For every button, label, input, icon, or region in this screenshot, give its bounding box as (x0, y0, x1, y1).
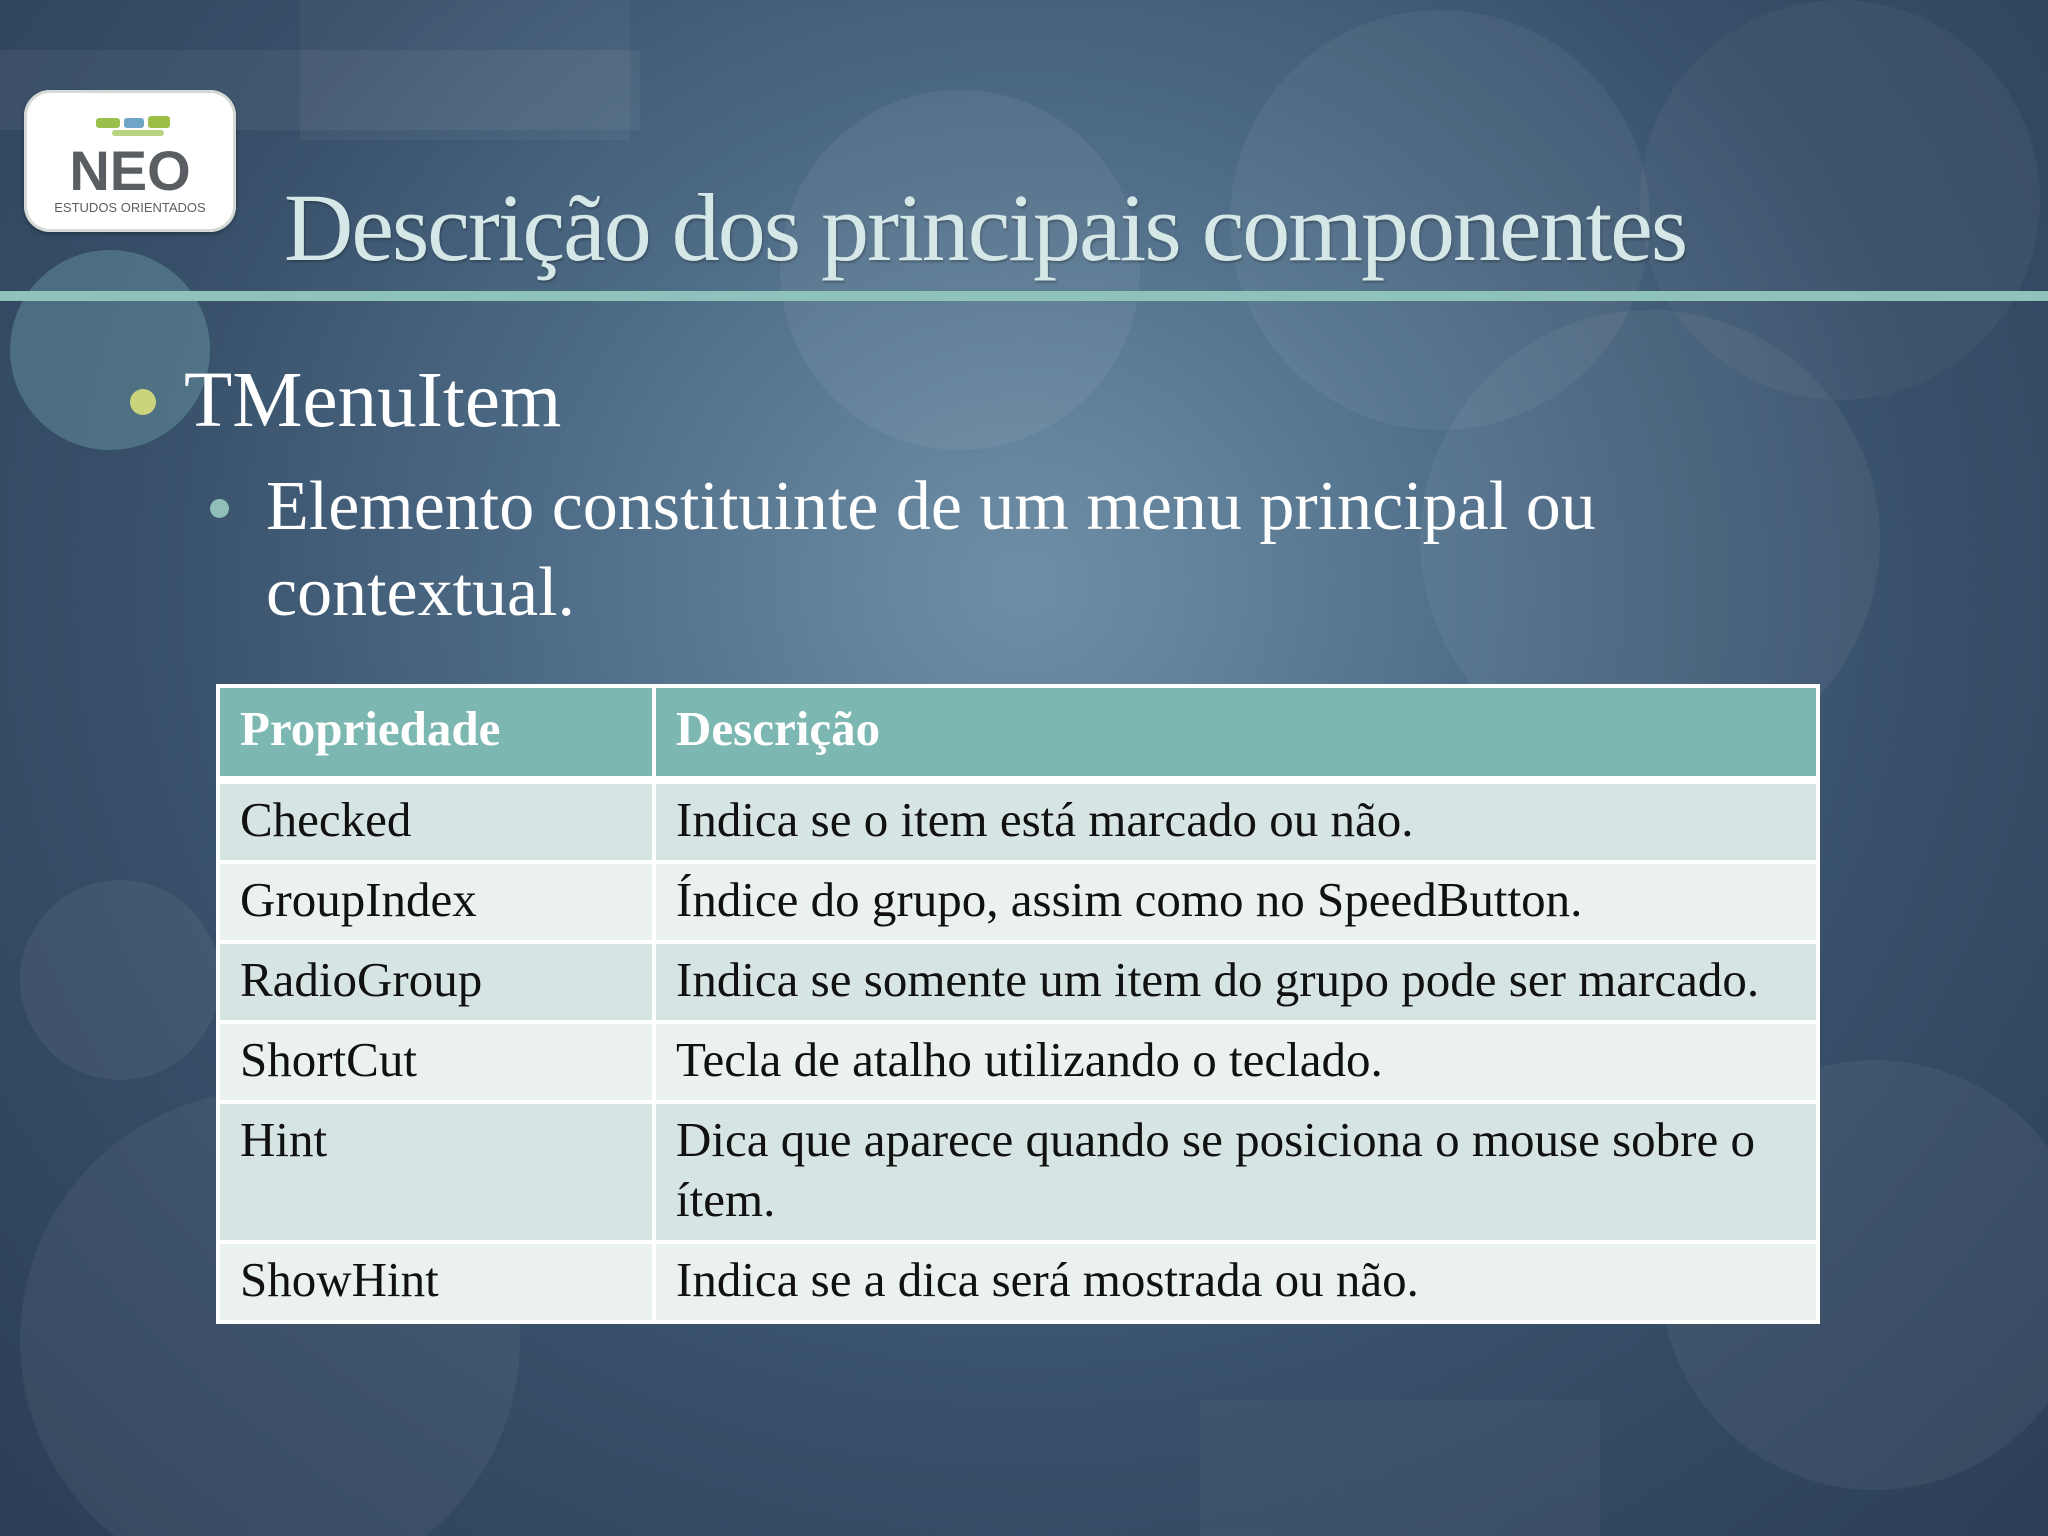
property-cell: GroupIndex (218, 862, 654, 942)
description-cell: Indica se a dica será mostrada ou não. (654, 1242, 1818, 1322)
bg-circle (10, 250, 210, 450)
neo-logo-graphic (24, 90, 236, 232)
logo-text: NEO (69, 139, 191, 202)
table-row (218, 862, 1818, 942)
property-cell: Hint (218, 1102, 654, 1242)
bullet-main-text: TMenuItem (184, 357, 562, 444)
column-header-description: Descrição (654, 686, 1818, 780)
table-row (218, 1022, 1818, 1102)
description-cell: Indica se o item está marcado ou não. (654, 780, 1818, 862)
column-header-property: Propriedade (218, 686, 654, 780)
property-cell: ShortCut (218, 1022, 654, 1102)
property-cell: RadioGroup (218, 942, 654, 1022)
bullet-sub-text: Elemento constituinte de um menu principal ou contextual. (266, 468, 1596, 631)
table-row (218, 1242, 1818, 1322)
bullet-dot-sub (210, 499, 229, 518)
neo-logo (24, 90, 236, 232)
slide-title: Descrição dos principais componentes (284, 174, 1687, 281)
title-divider (0, 291, 2048, 301)
table-row (218, 942, 1818, 1022)
bg-circle (20, 880, 220, 1080)
table-row (218, 780, 1818, 862)
bg-circle (1640, 0, 2040, 400)
description-cell: Tecla de atalho utilizando o teclado. (654, 1022, 1818, 1102)
property-cell: Checked (218, 780, 654, 862)
bullet-dot-main (130, 389, 156, 415)
bg-block-top (300, 0, 630, 140)
bg-block-bottom (1200, 1400, 1600, 1536)
property-cell: ShowHint (218, 1242, 654, 1322)
properties-table (216, 684, 1820, 1324)
logo-subtitle: ESTUDOS ORIENTADOS (54, 200, 206, 215)
description-cell: Índice do grupo, assim como no SpeedButton. (654, 862, 1818, 942)
description-cell: Indica se somente um item do grupo pode ser marcado. (654, 942, 1818, 1022)
table-row (218, 1102, 1818, 1242)
description-cell: Dica que aparece quando se posiciona o mouse sobre o ítem. (654, 1102, 1818, 1242)
table-header-row (218, 686, 1818, 780)
